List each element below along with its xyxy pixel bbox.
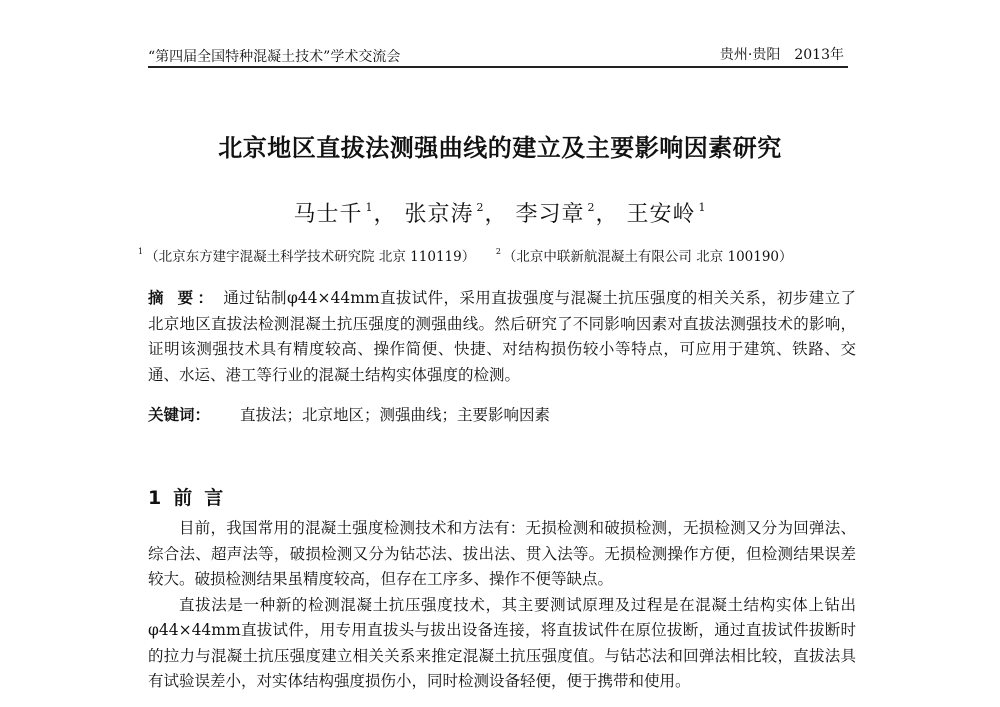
paper-title: 北京地区直拔法测强曲线的建立及主要影响因素研究 — [218, 134, 782, 162]
author: 张京涛 $^2$ — [404, 201, 485, 227]
section-body — [148, 516, 856, 695]
abstract — [148, 286, 856, 388]
affiliation: $^1$ （北京东方建宇混凝土科学技术研究院 北京 110119） — [138, 247, 476, 265]
paragraph: 直拔法是一种新的检测混凝土抗压强度技术，其主要测试原理及过程是在混凝土结构实体上钻出φ44×44mm直拔试件，用专用直拔头与拔出设备连接，将直拔试件在原位拔断，通过直拔试件拔断时的拉力与混凝土抗压强度建立相关关系来推定混凝土抗压强度值。与钻芯法和回弹法相比较，直拔法具有试验误差小，对实体结构强度损伤小，同时检测设备轻便，便于携带和使用。 — [148, 595, 856, 690]
location-year: 贵州·贵阳 2013年 — [719, 47, 844, 63]
abstract-text: 通过钻制φ44×44mm直拔试件，采用直拔强度与混凝土抗压强度的相关关系，初步建立了北京地区直拔法检测混凝土抗压强度的测强曲线。然后研究了不同影响因素对直拔法测强技术的影响，证明该测强技术具有精度较高、操作简便、快捷、对结构损伤较小等特点，可应用于建筑、铁路、交通、水运、港工等行业的混凝土结构实体强度的检测。 — [148, 289, 856, 384]
paragraph: 目前，我国常用的混凝土强度检测技术和方法有：无损检测和破损检测，无损检测又分为回弹法、综合法、超声法等，破损检测又分为钻芯法、拔出法、贯入法等。无损检测操作方便，但检测结果误差较大。破损检测结果虽精度较高，但存在工序多、操作不便等缺点。 — [148, 519, 856, 588]
affiliation: $^2$ （北京中联新航混凝土有限公司 北京 100190） — [495, 247, 793, 265]
author: 李习章 $^2$ — [515, 201, 596, 227]
conference-name: “第四届全国特种混凝土技术”学术交流会 — [148, 49, 401, 65]
author: 王安岭 $^1$ — [626, 201, 707, 227]
keywords — [148, 403, 856, 425]
affiliations — [138, 245, 858, 265]
author-list: 马士千 $^1$， 张京涛 $^2$， 李习章 $^2$， 王安岭 $^1$ — [293, 201, 707, 227]
abstract-label: 摘 要： — [148, 289, 218, 307]
section-number: 1 — [148, 487, 162, 509]
keywords-label: 关键词： — [148, 406, 211, 424]
section-heading — [148, 483, 235, 510]
author: 马士千 $^1$ — [293, 201, 374, 227]
section-title: 前言 — [173, 487, 236, 509]
keywords-text: 直拔法；北京地区；测强曲线；主要影响因素 — [240, 406, 551, 424]
running-header — [148, 44, 848, 68]
